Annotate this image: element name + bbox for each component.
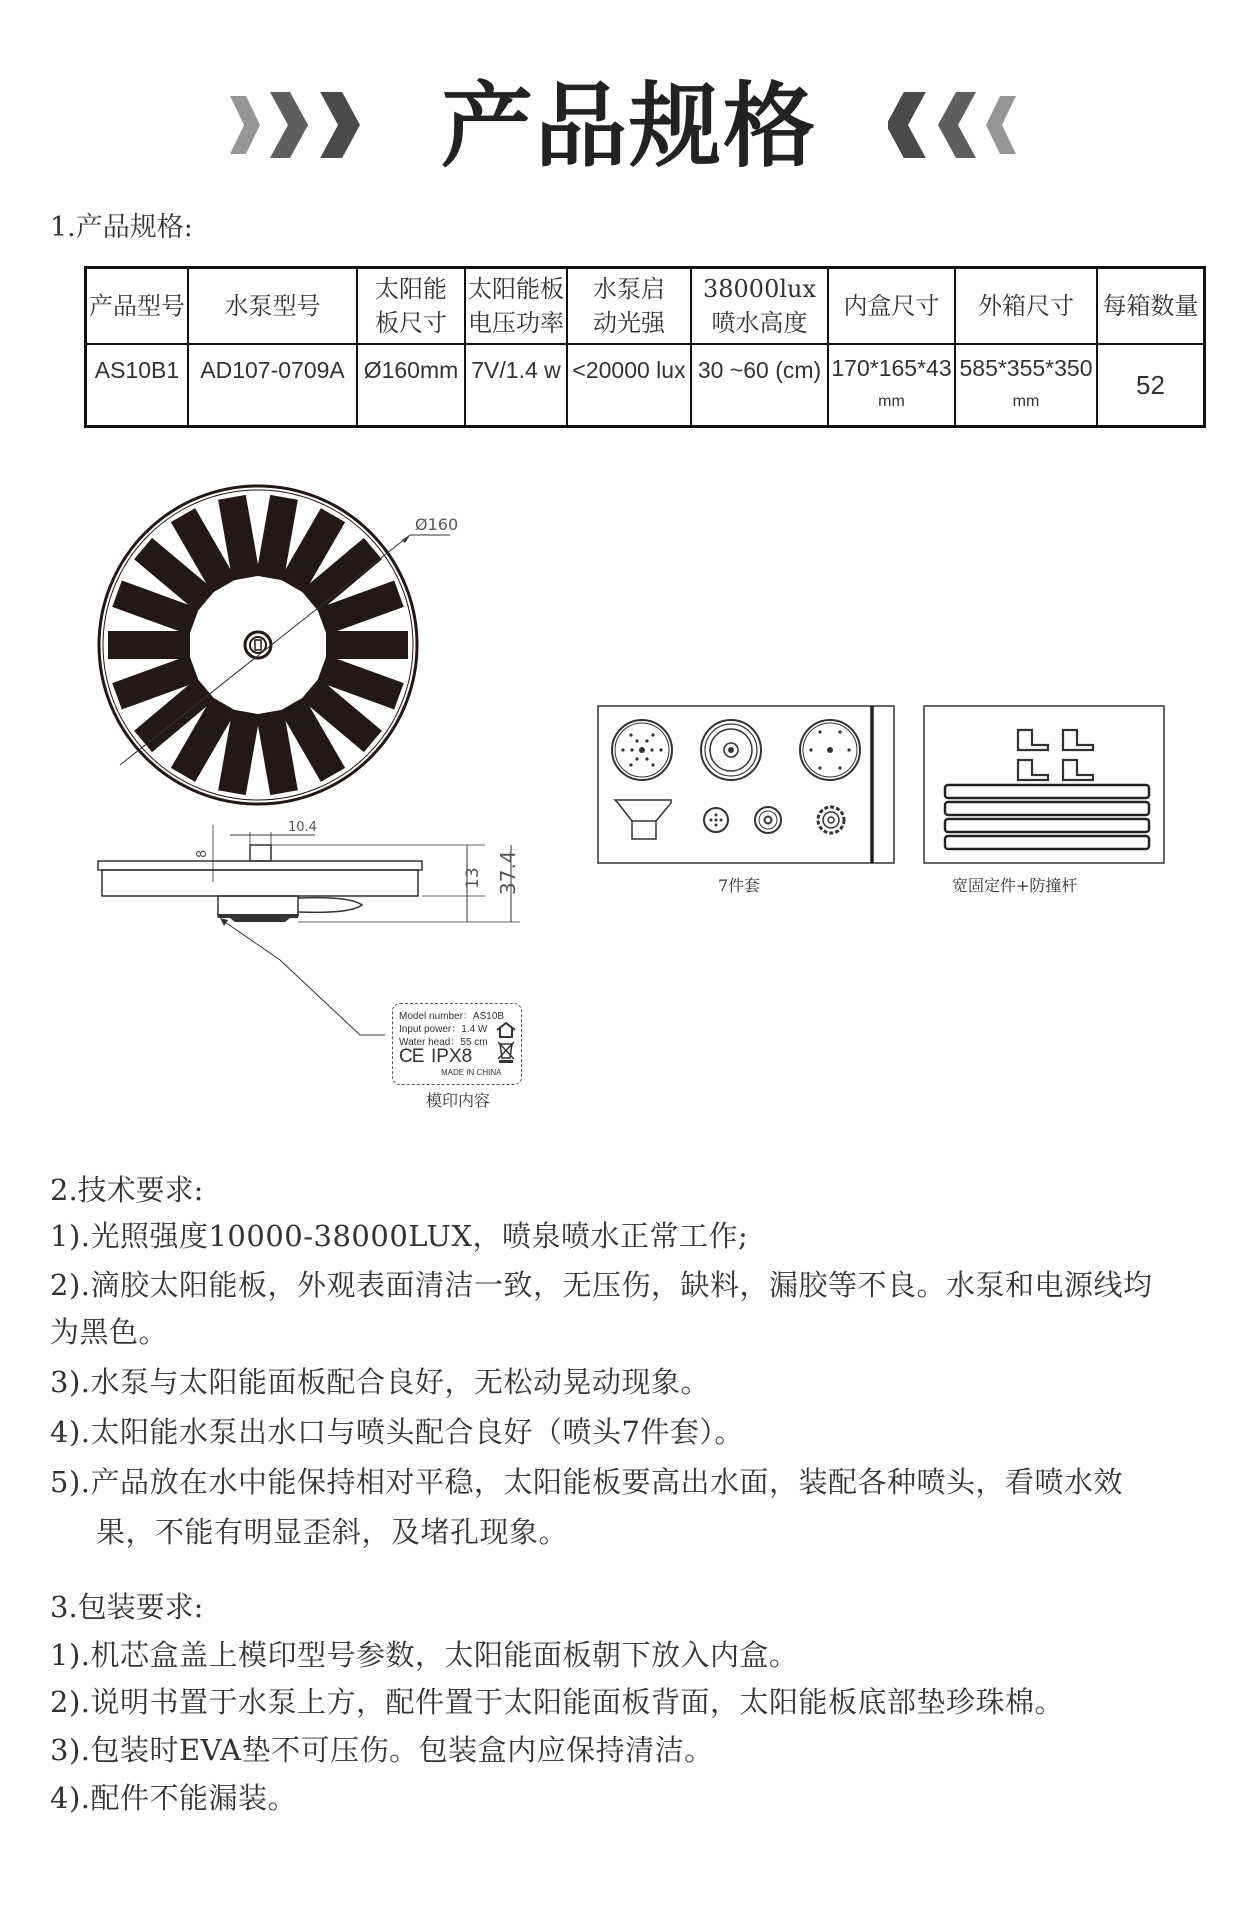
th-panel-size: 太阳能 板尺寸 (357, 268, 465, 345)
pack-req-item-1: 1).机芯盒盖上模印型号参数，太阳能面板朝下放入内盒。 (50, 1638, 799, 1672)
dim-nozzle-width: 10.4 (288, 820, 317, 835)
cell-inner-box-size: 170*165*43 mm (828, 344, 955, 427)
th-spray-height: 38000lux 喷水高度 (691, 268, 828, 345)
fixture-drawing (923, 705, 1167, 870)
nozzle-kit-caption: 7件套 (718, 876, 761, 895)
center-nozzle-icon (245, 632, 271, 658)
nozzle-ring-icon (701, 720, 761, 780)
label-input-power: Input power：1.4 W (399, 1024, 488, 1035)
cell-panel-power: 7V/1.4 w (465, 344, 567, 427)
bumper-rod-icon (945, 785, 1149, 849)
pack-req-item-2: 2).说明书置于水泵上方，配件置于太阳能面板背面，太阳能板底部垫珍珠棉。 (50, 1685, 1064, 1719)
made-in-label: MADE IN CHINA (441, 1068, 502, 1077)
page-header (0, 60, 1258, 180)
weee-bin-icon (497, 1040, 515, 1064)
mold-label-box (392, 1003, 522, 1085)
label-caption: 模印内容 (426, 1091, 491, 1110)
triple-left-chevron-icon (888, 92, 1036, 158)
fixture-caption: 宽固定件+防撞杆 (952, 876, 1078, 895)
cell-qty-per-box: 52 (1097, 344, 1205, 427)
tech-req-item-5-cont: 果，不能有明显歪斜，及堵孔现象。 (96, 1515, 569, 1549)
section-2-title: 2.技术要求: (50, 1173, 204, 1207)
pack-req-item-4: 4).配件不能漏装。 (50, 1781, 297, 1815)
label-water-head: Water head：55 cm (399, 1037, 488, 1048)
nozzle-kit-drawing (597, 705, 897, 870)
nozzle-small-five-hole-icon (704, 808, 728, 832)
pack-req-item-3: 3).包装时EVA垫不可压伤。包装盒内应保持清洁。 (50, 1733, 714, 1767)
diameter-label: Ø160 (415, 515, 459, 534)
th-pump-model: 水泵型号 (188, 268, 357, 345)
tech-req-item-1: 1).光照强度10000-38000LUX，喷泉喷水正常工作; (50, 1219, 749, 1253)
th-pump-start-light: 水泵启 动光强 (567, 268, 691, 345)
table-row (86, 344, 1205, 427)
nozzle-multi-hole-icon (612, 720, 672, 780)
tech-req-item-3: 3).水泵与太阳能面板配合良好，无松动晃动现象。 (50, 1365, 710, 1399)
fixing-bracket-icon (1018, 730, 1093, 780)
tech-req-item-4: 4).太阳能水泵出水口与喷头配合良好（喷头7件套）。 (50, 1415, 744, 1449)
tech-req-item-5: 5).产品放在水中能保持相对平稳，太阳能板要高出水面，装配各种喷头，看喷水效 (50, 1465, 1123, 1499)
th-inner-box-size: 内盒尺寸 (828, 268, 955, 345)
dim-nozzle-height: 8 (195, 849, 210, 858)
spec-table (84, 266, 1206, 428)
cell-panel-size: Ø160mm (357, 344, 465, 427)
th-outer-box-size: 外箱尺寸 (955, 268, 1097, 345)
section-3-title: 3.包装要求: (50, 1590, 204, 1624)
tech-req-item-2: 2).滴胶太阳能板，外观表面清洁一致，无压伤，缺料，漏胶等不良。水泵和电源线均 (50, 1268, 1153, 1302)
table-header-row (86, 268, 1205, 345)
nozzle-six-hole-icon (800, 720, 860, 780)
section-1-title: 1.产品规格: (50, 212, 193, 243)
page-title: 产品规格 (440, 73, 817, 180)
cell-outer-box-size: 585*355*350 mm (955, 344, 1097, 427)
label-leader-line (275, 955, 395, 1055)
cell-pump-model: AD107-0709A (188, 344, 357, 427)
nozzle-small-jet-icon (755, 807, 781, 833)
tech-req-item-2-cont: 为黑色。 (50, 1315, 169, 1349)
ce-mark-icon: CE (399, 1046, 424, 1067)
cell-product-model: AS10B1 (86, 344, 189, 427)
th-panel-power: 太阳能板 电压功率 (465, 268, 567, 345)
ip-rating: IPX8 (431, 1046, 473, 1067)
cell-spray-height: 30 ~60 (cm) (691, 344, 828, 427)
th-qty-per-box: 每箱数量 (1097, 268, 1205, 345)
dim-total-height: 37.4 (496, 850, 520, 895)
solar-panel-side-view (80, 810, 540, 960)
nozzle-funnel-icon (615, 800, 671, 839)
cell-pump-start-light: <20000 lux (567, 344, 691, 427)
indoor-use-house-icon (495, 1022, 517, 1038)
dim-body-height: 13 (463, 867, 483, 889)
th-product-model: 产品型号 (86, 268, 189, 345)
nozzle-small-gear-icon (818, 807, 844, 833)
label-model-number: Model number：AS10B (399, 1011, 505, 1022)
